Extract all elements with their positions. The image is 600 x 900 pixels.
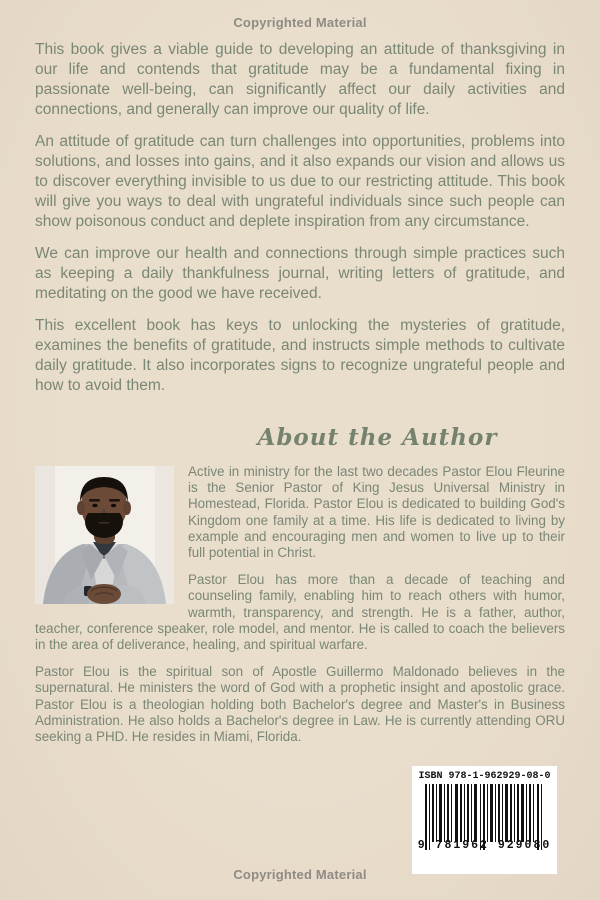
about-author-section (35, 464, 565, 745)
author-bio-paragraph: Active in ministry for the last two decades Pastor Elou Fleurine is the Senior Pastor of King Jesus Universal Ministry in Homestead, Florida. Pastor Elou is dedicated to building God's Kingdom one family at a time. His life is dedicated to living by example and encouraging men and women to live up to their full potential in Christ. (188, 464, 565, 561)
isbn-label: ISBN 978-1-962929-08-0 (418, 771, 551, 782)
author-bio-paragraph: Pastor Elou is the spiritual son of Apostle Guillermo Maldonado believes in the supernatural. He ministers the word of God with a prophetic insight and apostolic grace. Pastor Elou is a theologian holding both Bachelor's degree and Master's in Business Administration. He also holds a Bachelor's degree in Law. He is currently attending ORU seeking a PHD. He resides in Miami, Florida. (35, 664, 565, 745)
isbn-barcode (412, 766, 557, 874)
synopsis-section (35, 40, 565, 396)
synopsis-paragraph: An attitude of gratitude can turn challenges into opportunities, problems into solutions, and losses into gains, and it also expands our vision and allows us to discover everything invisible to us due to our restricting attitude. This book will give you ways to deal with ungrateful individuals since such people can show poisonous conduct and deplete inspiration from any circumstance. (35, 133, 565, 230)
author-portrait-photo (35, 466, 174, 604)
about-author-heading: About the Author (257, 424, 498, 451)
synopsis-paragraph: This book gives a viable guide to developing an attitude of thanksgiving in our life and contends that gratitude may be a fundamental fixing in passionate well-being, can significantly affect our daily activities and connections, and generally can improve our quality of life. (35, 41, 565, 118)
synopsis-paragraph: We can improve our health and connections through simple practices such as keeping a daily thankfulness journal, writing letters of gratitude, and meditating on the good we have received. (35, 245, 565, 302)
synopsis-paragraph: This excellent book has keys to unlocking the mysteries of gratitude, examines the benefits of gratitude, and instructs simple methods to cultivate daily gratitude. It also incorporates signs to recognize ungrateful people and how to avoid them. (35, 317, 565, 394)
isbn-digits: 9 781962 929080 (417, 839, 552, 852)
copyright-banner-top: Copyrighted Material (233, 15, 367, 30)
author-bio-paragraph: Pastor Elou has more than a decade of teaching and counseling family, enabling him to reach others with humor, warmth, transparency, and strength. He is a father, author, teacher, conference speaker, role model, and mentor. He is called to coach the believers in the area of deliverance, healing, and spiritual warfare. (35, 572, 565, 653)
copyright-banner-bottom: Copyrighted Material (233, 867, 367, 882)
